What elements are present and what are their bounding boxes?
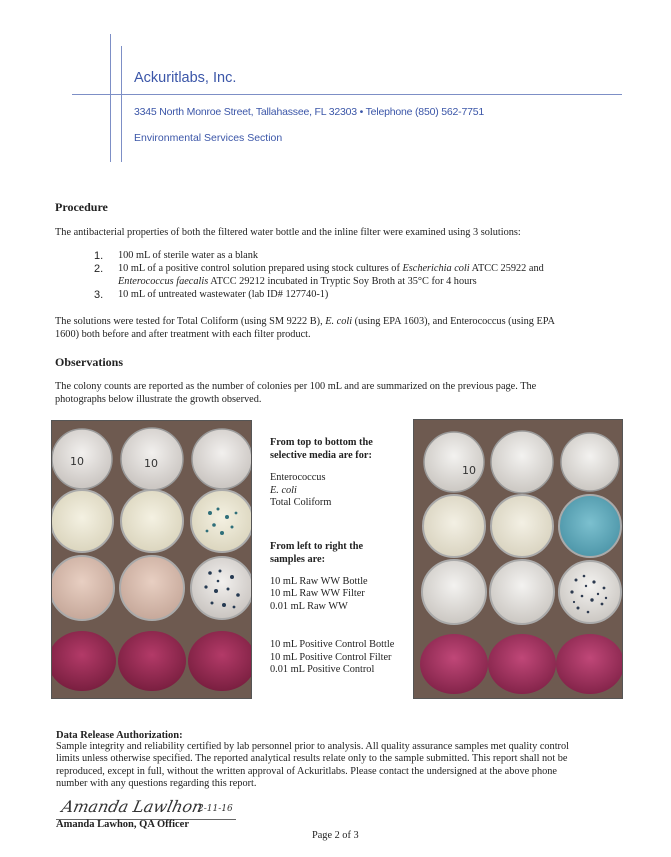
procedure-intro: The antibacterial properties of both the filtered water bottle and the inline filter were examined using 3 solutions:: [55, 227, 521, 238]
item-number: 2.: [94, 263, 104, 275]
page-number: Page 2 of 3: [312, 830, 359, 841]
sample-item: 10 mL Raw WW Bottle: [270, 575, 368, 587]
media-item: E. coli: [270, 484, 297, 496]
item-text-line-2: Enterococcus faecalis ATCC 29212 incubated in Tryptic Soy Broth at 35°C for 4 hours: [118, 276, 477, 287]
letterhead-rule-horizontal: [72, 94, 622, 95]
letterhead-rule-vertical-1: [110, 34, 111, 162]
plate-label: 10: [144, 457, 158, 470]
procedure-tested-line-1: The solutions were tested for Total Coliform (using SM 9222 B), E. coli (using EPA 1603), and Enterococcus (using EPA: [55, 316, 555, 327]
letterhead-rule-vertical-2: [121, 46, 122, 162]
media-item: Total Coliform: [270, 497, 332, 508]
sample-item: 0.01 mL Raw WW: [270, 600, 348, 612]
company-address: 3345 North Monroe Street, Tallahassee, FL 32303 • Telephone (850) 562-7751: [134, 106, 485, 118]
company-name: Ackuritlabs, Inc.: [134, 70, 237, 86]
procedure-heading: Procedure: [55, 200, 108, 214]
item-text: 100 mL of sterile water as a blank: [118, 250, 259, 261]
procedure-item-3: [94, 289, 594, 303]
observations-heading: Observations: [55, 355, 124, 369]
procedure-tested-line-2: 1600) both before and after treatment with each filter product.: [55, 329, 311, 340]
petri-plates-photo-right: [413, 419, 623, 699]
observations-line-1: The colony counts are reported as the number of colonies per 100 mL and are summarized on the previous page. The: [55, 381, 537, 392]
procedure-item-1: [94, 250, 594, 264]
sample-item: 10 mL Positive Control Bottle: [270, 639, 395, 650]
item-text: 10 mL of untreated wastewater (lab ID# 127740-1): [118, 289, 329, 300]
plate-label: 10: [462, 464, 476, 477]
signer-name: Amanda Lawhon, QA Officer: [56, 819, 190, 830]
sample-item: 0.01 mL Positive Control: [270, 664, 375, 675]
media-heading-line-2: selective media are for:: [270, 450, 372, 461]
sample-item: 10 mL Raw WW Filter: [270, 588, 365, 599]
signature-date: 2-11-16: [198, 804, 233, 814]
company-section: Environmental Services Section: [134, 132, 283, 144]
release-line: limits unless otherwise specified. The reported analytical results relate only to the sample submitted. This report shall not be: [56, 753, 568, 765]
release-line: number with any questions regarding this report.: [56, 778, 257, 790]
item-number: 3.: [94, 289, 104, 301]
samples-heading-line-1: From left to right the: [270, 540, 364, 552]
release-heading: Data Release Authorization:: [56, 730, 183, 741]
release-line: reproduced, except in full, without the written approval of Ackuritlabs. Please contact the undersigned at the above phone: [56, 765, 557, 777]
samples-heading-line-2: samples are:: [270, 553, 326, 565]
release-line: Sample integrity and reliability certified by lab personnel prior to analysis. All quality assurance samples met quality control: [56, 741, 569, 752]
signature: Amanda Lawlhon: [59, 797, 205, 816]
release-body: [56, 741, 569, 791]
item-number: 1.: [94, 250, 104, 262]
media-item: Enterococcus: [270, 472, 326, 483]
item-text-line-1: 10 mL of a positive control solution prepared using stock cultures of Escherichia coli ATCC 25922 and: [118, 263, 544, 274]
procedure-item-2: [94, 263, 614, 291]
observations-line-2: photographs below illustrate the growth observed.: [55, 394, 262, 405]
sample-item: 10 mL Positive Control Filter: [270, 651, 392, 663]
plate-label: 10: [70, 455, 84, 468]
petri-plates-photo-left: [51, 420, 252, 699]
media-heading-line-1: From top to bottom the: [270, 437, 373, 448]
photo-legend: [270, 436, 415, 677]
